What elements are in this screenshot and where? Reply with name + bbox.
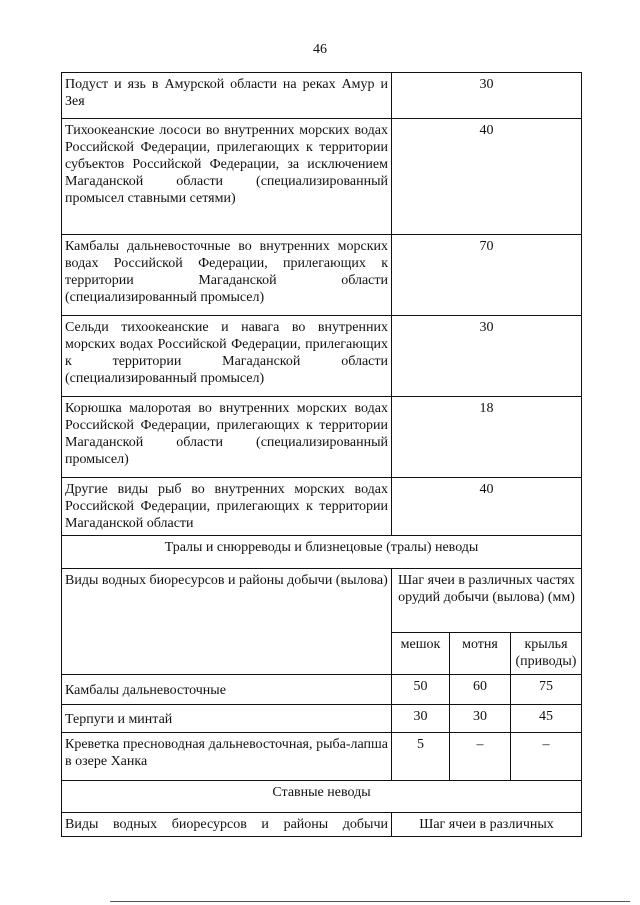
- mesh-size-table: [61, 72, 582, 837]
- section-heading-row: [62, 781, 582, 813]
- mesh-value: 30: [392, 705, 450, 733]
- subheader-wings: крылья (приводы): [511, 633, 582, 675]
- table-row: [62, 705, 582, 733]
- mesh-value: 5: [392, 733, 450, 781]
- species-cell: Сельди тихоокеанские и навага во внутренних морских водах Российской Федерации, прилегающих к территории Магаданской области (специализированный промысел): [62, 316, 392, 397]
- mesh-value: 45: [511, 705, 582, 733]
- header-species: Виды водных биоресурсов и районы добычи: [62, 813, 392, 837]
- page-bottom-edge: [110, 901, 630, 902]
- mesh-value: 75: [511, 675, 582, 705]
- mesh-value: 30: [392, 316, 582, 397]
- table-row: [62, 478, 582, 536]
- mesh-value: 40: [392, 119, 582, 235]
- species-cell: Корюшка малоротая во внутренних морских водах Российской Федерации, прилегающих к территории Магаданской области (специализированный промысел): [62, 397, 392, 478]
- mesh-value: –: [511, 733, 582, 781]
- species-cell: Тихоокеанские лососи во внутренних морских водах Российской Федерации, прилегающих к территории субъектов Российской Федерации, за исключением Магаданской области (специализированный промысел ставными сетями): [62, 119, 392, 235]
- table-row: [62, 733, 582, 781]
- mesh-value: 60: [450, 675, 511, 705]
- header-mesh: Шаг ячеи в различных частях орудий добычи (вылова) (мм): [392, 569, 582, 633]
- header-row: [62, 569, 582, 633]
- mesh-value: 30: [392, 73, 582, 119]
- mesh-value: 70: [392, 235, 582, 316]
- table-row: [62, 316, 582, 397]
- mesh-value: –: [450, 733, 511, 781]
- table-row: [62, 397, 582, 478]
- species-cell: Другие виды рыб во внутренних морских водах Российской Федерации, прилегающих к территории Магаданской области: [62, 478, 392, 536]
- table-row: [62, 73, 582, 119]
- section-heading-nets: Ставные неводы: [62, 781, 582, 813]
- species-cell: Креветка пресноводная дальневосточная, рыба-лапша в озере Ханка: [62, 733, 392, 781]
- header-species: Виды водных биоресурсов и районы добычи (вылова): [62, 569, 392, 675]
- section-heading-row: [62, 536, 582, 569]
- mesh-value: 40: [392, 478, 582, 536]
- mesh-value: 50: [392, 675, 450, 705]
- mesh-value: 18: [392, 397, 582, 478]
- subheader-codend: мотня: [450, 633, 511, 675]
- table-row: [62, 119, 582, 235]
- header-row: [62, 813, 582, 837]
- section-heading-trawls: Тралы и снюрреводы и близнецовые (тралы) неводы: [62, 536, 582, 569]
- subheader-bag: мешок: [392, 633, 450, 675]
- species-cell: Камбалы дальневосточные во внутренних морских водах Российской Федерации, прилегающих к территории Магаданской области (специализированный промысел): [62, 235, 392, 316]
- page-number: 46: [313, 42, 327, 57]
- header-mesh: Шаг ячеи в различных: [392, 813, 582, 837]
- table-row: [62, 235, 582, 316]
- mesh-value: 30: [450, 705, 511, 733]
- species-cell: Подуст и язь в Амурской области на реках Амур и Зея: [62, 73, 392, 119]
- table-row: [62, 675, 582, 705]
- species-cell: Терпуги и минтай: [62, 705, 392, 733]
- species-cell: Камбалы дальневосточные: [62, 675, 392, 705]
